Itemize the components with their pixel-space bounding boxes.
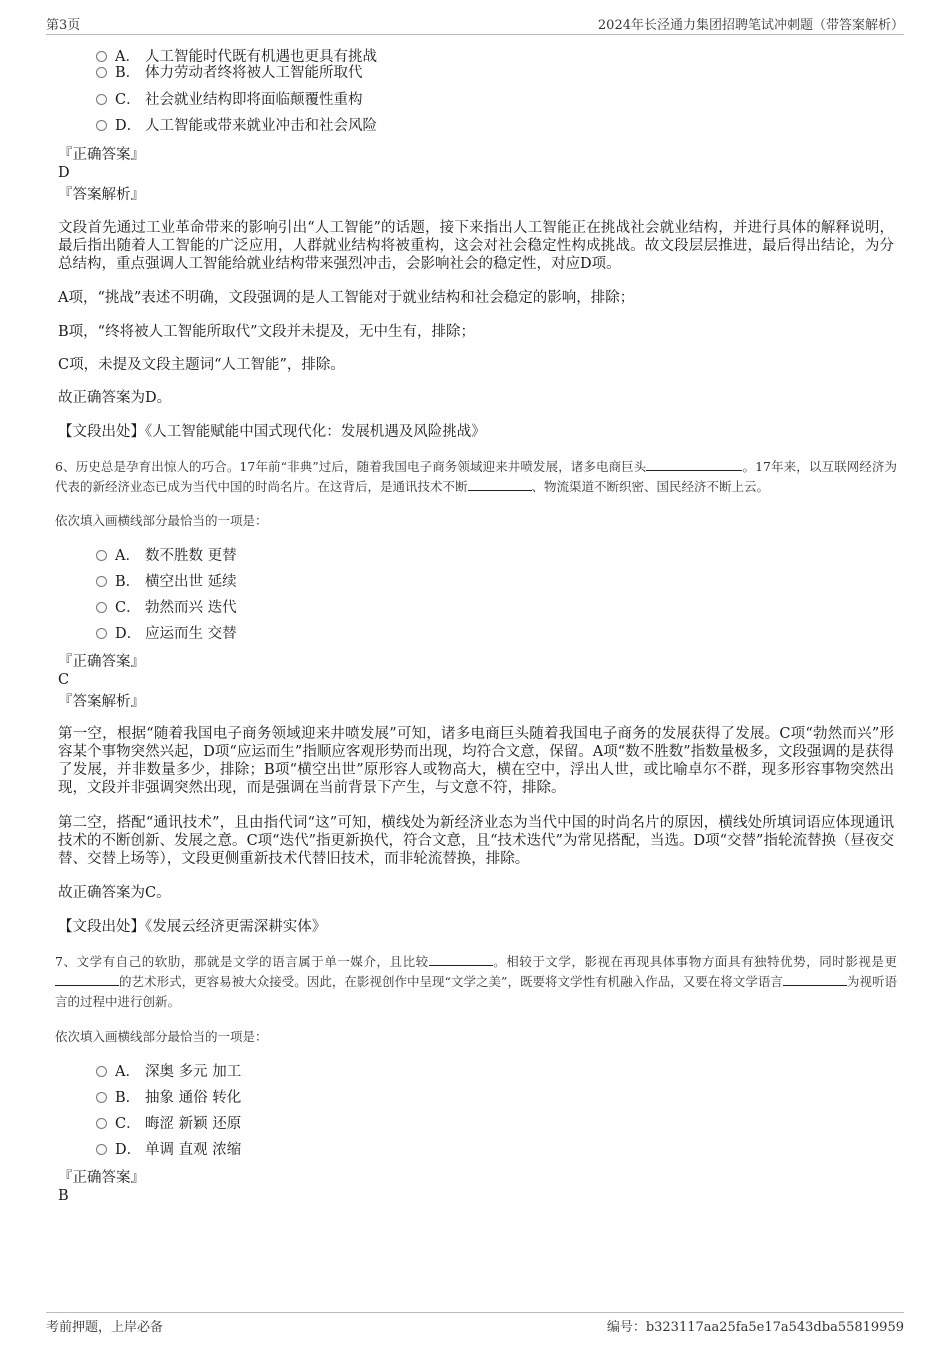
radio-icon[interactable] — [96, 1092, 107, 1103]
q7-answer-label: 『正确答案』 — [58, 1170, 145, 1186]
page-footer — [46, 1312, 904, 1335]
q7-option-c[interactable]: C． 晦涩 新颖 还原 — [96, 1113, 241, 1135]
q7-option-d[interactable]: D． 单调 直观 浓缩 — [96, 1139, 241, 1161]
q5-source — [58, 423, 894, 441]
fill-blank — [646, 457, 742, 471]
radio-icon[interactable] — [96, 67, 107, 78]
fill-blank — [783, 972, 847, 986]
footer-slogan: 考前押题，上岸必备 — [46, 1320, 164, 1335]
q5-analysis-para: 故正确答案为D。 — [58, 390, 172, 406]
q6-analysis-label: 『答案解析』 — [58, 694, 145, 710]
q6-analysis-para: 故正确答案为C。 — [58, 885, 171, 901]
q6-stem: 6、历史总是孕育出惊人的巧合。17年前“非典”过后，随着我国电子商务领域迎来井喷发展，诸多电商巨头 。17年来，以互联网经济为代表的新经济业态已成为当代中国的时尚名片。在这背后，是通讯技术不断 、物流渠道不断织密、国民经济不断上云。 — [55, 459, 897, 494]
fill-blank — [55, 972, 119, 986]
q5-analysis-para: B项，“终将被人工智能所取代”文段并未提及，无中生有，排除； — [58, 324, 475, 340]
radio-icon[interactable] — [96, 1118, 107, 1129]
q5-analysis-para: A项，“挑战”表述不明确，文段强调的是人工智能对于就业结构和社会稳定的影响，排除； — [58, 290, 635, 306]
radio-icon[interactable] — [96, 120, 107, 131]
source-tag: 【文段出处】 — [58, 424, 145, 440]
q5-analysis-label: 『答案解析』 — [58, 187, 145, 203]
radio-icon[interactable] — [96, 550, 107, 561]
q5-option-a[interactable]: A． 人工智能时代既有机遇也更具有挑战 — [96, 46, 377, 68]
q5-option-d[interactable]: D． 人工智能或带来就业冲击和社会风险 — [96, 115, 377, 137]
radio-icon[interactable] — [96, 1144, 107, 1155]
q5-option-b[interactable]: B． 体力劳动者终将被人工智能所取代 — [96, 62, 363, 84]
q5-answer: D — [58, 165, 70, 181]
q7-answer: B — [58, 1188, 69, 1204]
radio-icon[interactable] — [96, 94, 107, 105]
q5-option-c[interactable]: C． 社会就业结构即将面临颠覆性重构 — [96, 89, 363, 111]
radio-icon[interactable] — [96, 628, 107, 639]
radio-icon[interactable] — [96, 576, 107, 587]
fill-blank — [468, 477, 532, 491]
fill-blank — [429, 952, 493, 966]
footer-id: 编号：b323117aa25fa5e17a543dba55819959 — [606, 1320, 904, 1335]
q6-answer: C — [58, 672, 70, 688]
q6-analysis-para: 第一空，根据“随着我国电子商务领域迎来井喷发展”可知，诸多电商巨头随着我国电子商务的发展获得了发展。C项“勃然而兴”形容某个事物突然兴起，D项“应运而生”指顺应客观形势而出现，均符合文意，保留。A项“数不胜数”指数量极多，文段强调的是获得了发展，并非数量多少，排除；B项“横空出世”原形容人或物高大，横在空中，浮出人世，或比喻卓尔不群，现多形容事物突然出现，文段并非强调突然出现，而是强调在当前背景下产生，与文意不符，排除。 — [58, 726, 894, 796]
q6-source — [58, 918, 894, 936]
q7-stem: 7、文学有自己的软肋，那就是文学的语言属于单一媒介，且比较 。相较于文学，影视在再现具体事物方面具有独特优势，同时影视是更的艺术形式，更容易被大众接受。因此，在影视创作中呈现“文学之美”，既要将文学性有机融入作品，又要在将文学语言 为视听语言的过程中进行创新。 — [55, 954, 897, 1009]
radio-icon[interactable] — [96, 1066, 107, 1077]
q6-answer-label: 『正确答案』 — [58, 654, 145, 670]
source-title: 《人工智能赋能中国式现代化：发展机遇及风险挑战》 — [145, 424, 486, 440]
q6-option-a[interactable]: A． 数不胜数 更替 — [96, 545, 237, 567]
source-title: 《发展云经济更需深耕实体》 — [145, 919, 327, 935]
q5-analysis-para: 文段首先通过工业革命带来的影响引出“人工智能”的话题，接下来指出人工智能正在挑战社会就业结构，并进行具体的解释说明，最后指出随着人工智能的广泛应用，人群就业结构将被重构，这会对社会稳定性构成挑战。故文段层层推进，最后得出结论，为分总结构，重点强调人工智能给就业结构带来强烈冲击，会影响社会的稳定性，对应D项。 — [58, 220, 894, 272]
q6-option-d[interactable]: D． 应运而生 交替 — [96, 623, 237, 645]
q6-option-b[interactable]: B． 横空出世 延续 — [96, 571, 237, 593]
q7-hint: 依次填入画横线部分最恰当的一项是： — [55, 1029, 268, 1044]
page-number: 第3页 — [46, 18, 81, 33]
radio-icon[interactable] — [96, 51, 107, 62]
radio-icon[interactable] — [96, 602, 107, 613]
q7-option-b[interactable]: B． 抽象 通俗 转化 — [96, 1087, 241, 1109]
document-title: 2024年长泾通力集团招聘笔试冲刺题（带答案解析） — [597, 18, 904, 33]
q6-option-c[interactable]: C． 勃然而兴 迭代 — [96, 597, 237, 619]
q5-answer-label: 『正确答案』 — [58, 147, 145, 163]
page-header — [46, 14, 904, 35]
q6-analysis-para: 第二空，搭配“通讯技术”，且由指代词“这”可知，横线处为新经济业态为当代中国的时尚名片的原因，横线处所填词语应体现通讯技术的不断创新、发展之意。C项“迭代”指更新换代，符合文意，且“技术迭代”为常见搭配，当选。D项“交替”指轮流替换（昼夜交替、交替上场等），文段更侧重新技术代替旧技术，而非轮流替换，排除。 — [58, 815, 894, 867]
source-tag: 【文段出处】 — [58, 919, 145, 935]
q5-analysis-para: C项，未提及文段主题词“人工智能”，排除。 — [58, 357, 345, 373]
q7-option-a[interactable]: A． 深奥 多元 加工 — [96, 1061, 241, 1083]
q6-hint: 依次填入画横线部分最恰当的一项是： — [55, 513, 268, 528]
